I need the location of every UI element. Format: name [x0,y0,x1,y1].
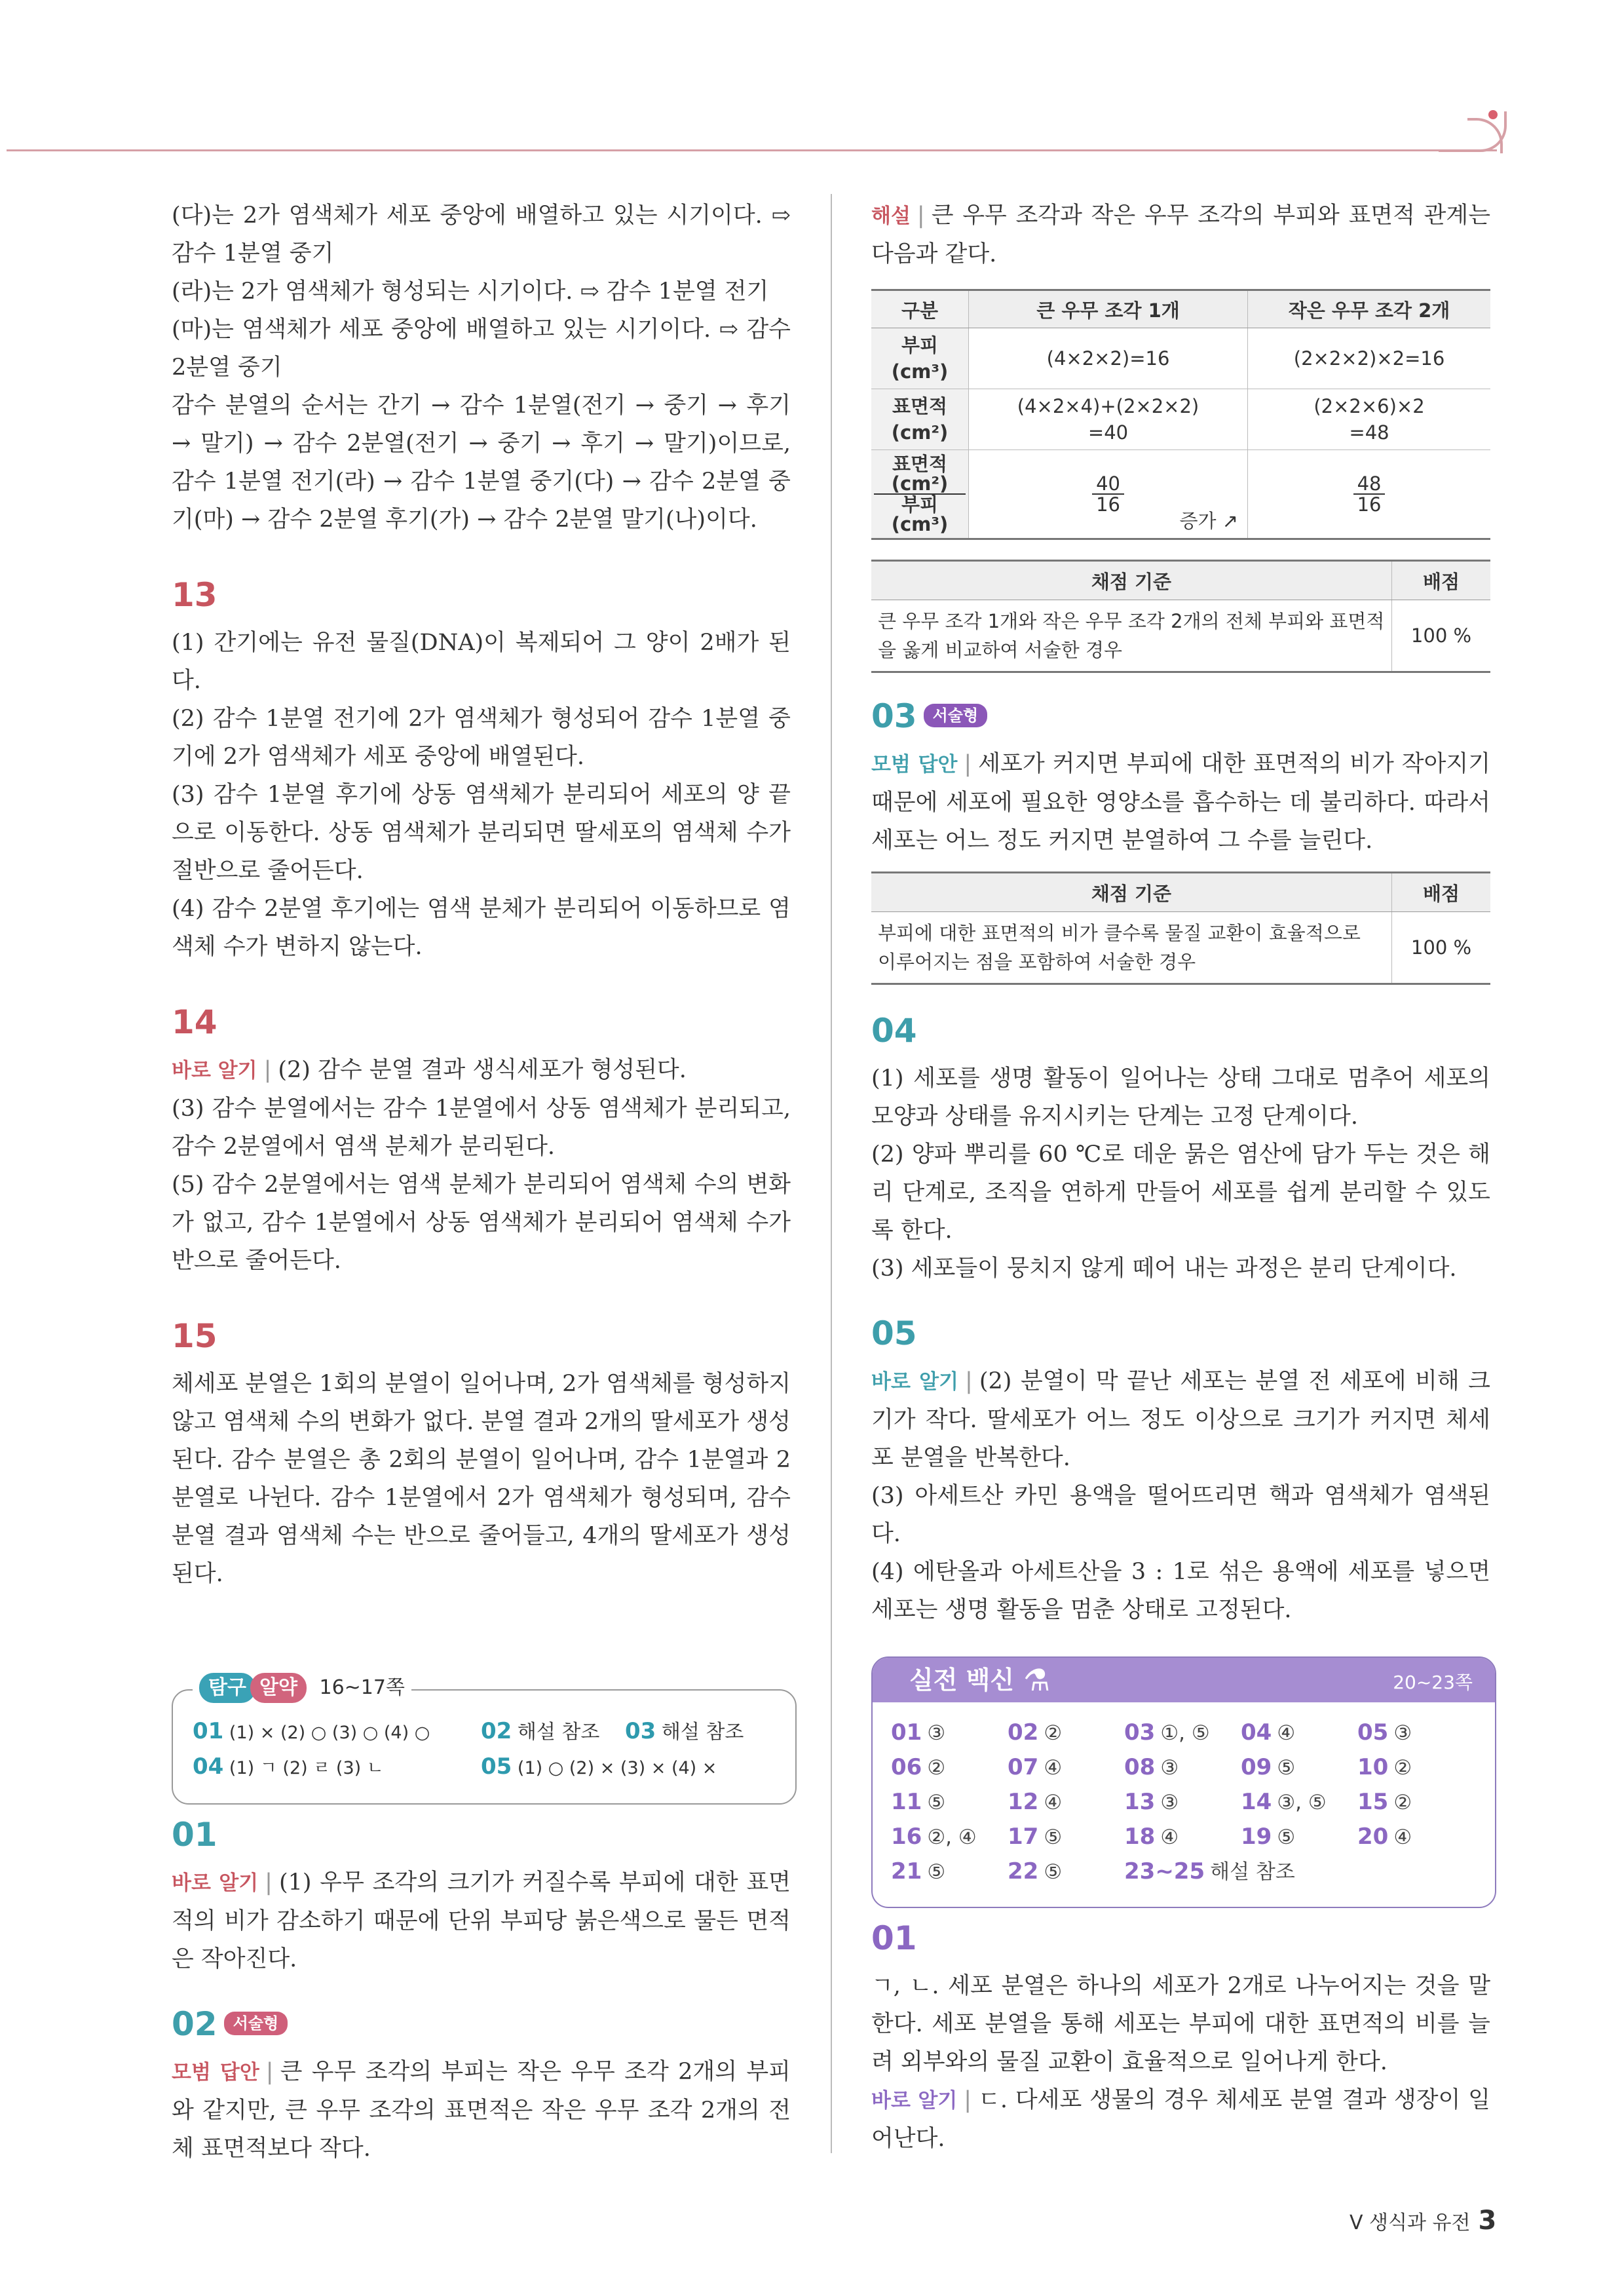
practice-header [873,1658,1495,1702]
question-05-number: 05 [871,1314,917,1352]
row-label: 부피(cm³) [871,328,969,389]
practice-answer: 08 ③ [1124,1754,1179,1780]
agar-comparison-table [871,289,1490,540]
row-label: $\frac{\text{표면적(cm²)}}{\text{부피(cm³)}}$ [871,450,969,539]
q01b-text: ㄱ, ㄴ. 세포 분열은 하나의 세포가 2개로 나누어지는 것을 말한다. 세포 분열을 통해 세포는 부피에 대한 표면적의 비를 늘려 외부와의 물질 교환이 효율적으로 일어나게 한다. [871,1973,1490,2075]
right-column-bottom [871,1919,1490,2158]
tamgu-pill: 탐구 [199,1673,255,1703]
practice-answer: 13 ③ [1124,1789,1179,1815]
practice-answer: 03 ①, ⑤ [1124,1719,1210,1746]
practice-answer: 04 ④ [1241,1719,1296,1746]
page-number: 3 [1478,2206,1497,2236]
chapter-label: Ⅴ 생식과 유전 [1350,2211,1471,2234]
table-cell: $\frac{40}{16}$ 증가 ↗ [969,450,1248,539]
grading-criterion: 큰 우무 조각 1개와 작은 우무 조각 2개의 전체 부피와 표면적을 옳게 비교하여 서술한 경우 [878,610,1385,661]
q14-line-1: (3) 감수 분열에서는 감수 1분열에서 상동 염색체가 분리되고, 감수 2분열에서 염색 분체가 분리된다. [172,1096,791,1160]
q03-text: 모범 답안 | 세포가 커지면 부피에 대한 표면적의 비가 작아지기 때문에 세포에 필요한 영양소를 흡수하는 데 불리하다. 따라서 세포는 어느 정도 커지면 분열하여 그 수를 늘린다. [871,751,1491,854]
tamgu-answer-04: 04 (1) ㄱ (2) ㄹ (3) ㄴ [193,1753,384,1780]
practice-answer: 05 ③ [1357,1719,1412,1746]
tamgu-pages: 16~17쪽 [319,1676,405,1699]
q05-first: 바로 알기 | (2) 분열이 막 끝난 세포는 분열 전 세포에 비해 크기가 작다. 딸세포가 어느 정도 이상으로 크기가 커지면 체세포 분열을 반복한다. [871,1368,1490,1471]
increase-arrow: 증가 ↗ [1179,510,1239,532]
grading-table-1 [871,560,1490,673]
score-header: 배점 [1392,561,1491,600]
grading-header: 채점 기준 [871,561,1392,600]
question-13-number: 13 [172,576,217,614]
table-header: 구분 [871,290,969,328]
intro-line-1: (다)는 2가 염색체가 세포 중앙에 배열하고 있는 시기이다. ⇨ 감수 1분열 중기 [172,202,791,267]
table-cell: (4×2×4)+(2×2×2) =40 [969,389,1248,450]
q13-line-3: (3) 감수 1분열 후기에 상동 염색체가 분리되어 세포의 양 끝으로 이동한다. 상동 염색체가 분리되면 딸세포의 염색체 수가 절반으로 줄어든다. [172,782,791,884]
q14-label: 바로 알기 [172,1059,257,1082]
tamgu-answer-05: 05 (1) ○ (2) × (3) × (4) × [481,1753,717,1780]
column-divider [831,194,832,2153]
table-cell: (2×2×2)×2=16 [1248,328,1490,389]
table-row [871,328,1490,389]
table-row [871,389,1490,450]
practice-answer: 20 ④ [1357,1824,1412,1850]
practice-answer: 15 ② [1357,1789,1412,1815]
practice-pages: 20~23쪽 [1393,1672,1473,1693]
left-column-bottom [172,1815,791,2168]
q13-line-4: (4) 감수 2분열 후기에는 염색 분체가 분리되어 이동하므로 염색체 수가 변하지 않는다. [172,896,791,960]
practice-answer: 18 ④ [1124,1824,1179,1850]
practice-answer: 19 ⑤ [1241,1824,1296,1850]
header-rule [7,149,1497,151]
descriptive-badge: 서술형 [224,2012,288,2035]
q02-explain: 해설 | 큰 우무 조각과 작은 우무 조각의 부피와 표면적 관계는 다음과 같다. [871,202,1490,267]
q01b-label: 바로 알기 [871,2089,958,2113]
q05-line-1: (3) 아세트산 카민 용액을 떨어뜨리면 핵과 염색체가 염색된다. [871,1483,1490,1547]
right-column [871,197,1490,1629]
q02-text: 모범 답안 | 큰 우무 조각의 부피는 작은 우무 조각 2개의 부피와 같지만, 큰 우무 조각의 표면적은 작은 우무 조각 2개의 전체 표면적보다 작다. [172,2059,791,2162]
q04-line-2: (2) 양파 뿌리를 60 ℃로 데운 묽은 염산에 담가 두는 것은 해리 단계로, 조직을 연하게 만들어 세포를 쉽게 분리할 수 있도록 한다. [871,1141,1490,1244]
practice-answer: 22 ⑤ [1008,1858,1063,1885]
table-header: 작은 우무 조각 2개 [1248,290,1490,328]
table-header-row [871,290,1490,328]
question-03-heading: 03 서술형 [871,697,1490,736]
intro-line-2: (라)는 2가 염색체가 형성되는 시기이다. ⇨ 감수 1분열 전기 [172,278,769,305]
practice-answer: 23~25 해설 참조 [1124,1858,1295,1885]
table-cell: (2×2×6)×2 =48 [1248,389,1490,450]
score-value: 100 % [1392,600,1491,672]
question-02-heading: 02 서술형 [172,2004,791,2044]
q01b-wrong: 바로 알기 | ㄷ. 다세포 생물의 경우 체세포 분열 결과 생장이 일어난다. [871,2087,1490,2152]
question-04-number: 04 [871,1012,917,1050]
practice-answer: 21 ⑤ [891,1858,946,1885]
tamgu-answer-02: 02 해설 참조 [481,1718,600,1744]
q14-line-2: (5) 감수 2분열에서는 염색 분체가 분리되어 염색체 수의 변화가 없고, 감수 1분열에서 상동 염색체가 분리되어 염색체 수가 반으로 줄어든다. [172,1172,791,1274]
score-header: 배점 [1392,873,1491,912]
practice-answer: 07 ④ [1008,1754,1063,1780]
intro-line-3: (마)는 염색체가 세포 중앙에 배열하고 있는 시기이다. ⇨ 감수 2분열 중기 [172,316,791,381]
practice-answer-box [871,1656,1496,1908]
tamgu-answer-01: 01 (1) × (2) ○ (3) ○ (4) ○ [193,1718,430,1744]
practice-answer: 16 ②, ④ [891,1824,977,1850]
question-01-number: 01 [172,1816,217,1854]
q03-label: 모범 답안 [871,753,958,776]
alyak-pill: 알약 [250,1673,307,1703]
table-cell: $\frac{48}{16}$ [1248,450,1490,539]
practice-answer: 17 ⑤ [1008,1824,1063,1850]
q04-line-1: (1) 세포를 생명 활동이 일어나는 상태 그대로 멈추어 세포의 모양과 상태를 유지시키는 단계는 고정 단계이다. [871,1065,1490,1130]
tamgu-answer-box [172,1676,797,1805]
grading-header: 채점 기준 [871,873,1392,912]
q05-label: 바로 알기 [871,1370,959,1394]
descriptive-badge: 서술형 [924,704,988,727]
q05-line-2: (4) 에탄올과 아세트산을 3 : 1로 섞은 용액에 세포를 넣으면 세포는 생명 활동을 멈춘 상태로 고정된다. [871,1559,1490,1623]
table-cell: (4×2×2)=16 [969,328,1248,389]
q01-label: 바로 알기 [172,1871,259,1895]
intro-line-4: 감수 분열의 순서는 간기 → 감수 1분열(전기 → 중기 → 후기 → 말기) → 감수 2분열(전기 → 중기 → 후기 → 말기)이므로, 감수 1분열 전기(라) → 감수 1분열 중기(다) → 감수 2분열 중기(마) → 감수 2분열 후기(가) → 감수 2분열 말기(나)이다. [172,392,791,533]
practice-answer: 12 ④ [1008,1789,1063,1815]
practice-answer: 14 ③, ⑤ [1241,1789,1327,1815]
q14-first-text: (2) 감수 분열 결과 생식세포가 형성된다. [278,1057,687,1083]
q15-text: 체세포 분열은 1회의 분열이 일어나며, 2가 염색체를 형성하지 않고 염색체 수의 변화가 없다. 분열 결과 2개의 딸세포가 생성된다. 감수 분열은 총 2회의 분열이 일어나며, 감수 1분열과 2분열로 나뉜다. 감수 1분열에서 2가 염색체가 형성되며, 감수 분열 결과 염색체 수는 반으로 줄어들고, 4개의 딸세포가 생성된다. [172,1371,791,1587]
practice-answer: 06 ② [891,1754,946,1780]
explain-label: 해설 [871,204,911,228]
q14-first: 바로 알기 | (2) 감수 분열 결과 생식세포가 형성된다. [172,1057,687,1083]
practice-answer: 02 ② [1008,1719,1063,1746]
question-15-number: 15 [172,1317,217,1355]
score-value: 100 % [1392,912,1491,984]
grading-criterion: 부피에 대한 표면적의 비가 클수록 물질 교환이 효율적으로 이루어지는 점을 포함하여 서술한 경우 [878,922,1361,973]
question-14-number: 14 [172,1003,217,1041]
practice-answer: 11 ⑤ [891,1789,946,1815]
grading-table-2 [871,871,1490,985]
q13-line-1: (1) 간기에는 유전 물질(DNA)이 복제되어 그 양이 2배가 된다. [172,630,791,694]
page-footer [1350,2206,1496,2236]
row-label: 표면적(cm²) [871,389,969,450]
tamgu-tab [193,1672,411,1704]
practice-answer: 10 ② [1357,1754,1412,1780]
practice-answer: 09 ⑤ [1241,1754,1296,1780]
q04-line-3: (3) 세포들이 뭉치지 않게 떼어 내는 과정은 분리 단계이다. [871,1255,1457,1282]
flask-icon: ⚗ [1023,1662,1051,1698]
header-dot [1488,110,1498,119]
q01-text: 바로 알기 | (1) 우무 조각의 크기가 커질수록 부피에 대한 표면적의 비가 감소하기 때문에 단위 부피당 붉은색으로 물든 면적은 작아진다. [172,1869,791,1972]
tamgu-answer-03: 03 해설 참조 [625,1718,744,1744]
q02-label: 모범 답안 [172,2061,259,2084]
table-row [871,450,1490,539]
left-column [172,197,791,1593]
q13-line-2: (2) 감수 1분열 전기에 2가 염색체가 형성되어 감수 1분열 중기에 2가 염색체가 세포 중앙에 배열된다. [172,706,791,770]
practice-answer: 01 ③ [891,1719,946,1746]
practice-title: 실전 백신 [909,1666,1015,1694]
question-01b-number: 01 [871,1919,917,1957]
table-header: 큰 우무 조각 1개 [969,290,1248,328]
